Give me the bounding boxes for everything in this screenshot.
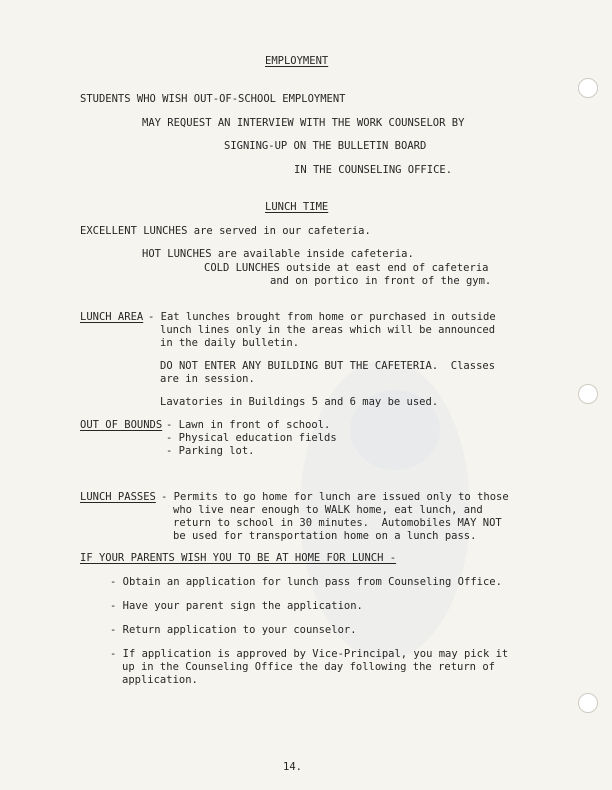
lunch-passes-text-4: be used for transportation home on a lunch pass. <box>173 530 477 542</box>
out-of-bounds-item-3: - Parking lot. <box>166 445 255 457</box>
parents-step-4-line-2: up in the Counseling Office the day following the return of <box>122 661 495 673</box>
parents-step-3: - Return application to your counselor. <box>110 624 357 636</box>
lunch-area-lavatories: Lavatories in Buildings 5 and 6 may be used. <box>160 396 439 408</box>
employment-line-3: SIGNING-UP ON THE BULLETIN BOARD <box>224 140 427 152</box>
parents-step-1: - Obtain an application for lunch pass from Counseling Office. <box>110 576 502 588</box>
lunch-time-heading: LUNCH TIME <box>265 201 329 213</box>
lunch-area-label: LUNCH AREA <box>80 311 144 323</box>
lunch-time-line-3: COLD LUNCHES outside at east end of cafeteria <box>204 262 489 274</box>
lunch-area-text-3: in the daily bulletin. <box>160 337 300 349</box>
parents-heading: IF YOUR PARENTS WISH YOU TO BE AT HOME FOR LUNCH - <box>80 552 397 564</box>
lunch-passes-text-2: who live near enough to WALK home, eat lunch, and <box>173 504 483 516</box>
lunch-area-text-2: lunch lines only in the areas which will be announced <box>160 324 496 336</box>
lunch-passes-text-3: return to school in 30 minutes. Automobiles MAY NOT <box>173 517 502 529</box>
lunch-time-line-2: HOT LUNCHES are available inside cafeteria. <box>142 248 414 260</box>
lunch-passes-label: LUNCH PASSES <box>80 491 156 503</box>
employment-line-2: MAY REQUEST AN INTERVIEW WITH THE WORK COUNSELOR BY <box>142 117 465 129</box>
page-number: 14. <box>283 761 302 773</box>
employment-line-4: IN THE COUNSELING OFFICE. <box>294 164 453 176</box>
binder-hole-middle <box>578 384 598 404</box>
out-of-bounds-item-2: - Physical education fields <box>166 432 337 444</box>
parents-step-4-line-1: - If application is approved by Vice-Principal, you may pick it <box>110 648 509 660</box>
out-of-bounds-label: OUT OF BOUNDS <box>80 419 163 431</box>
lunch-area-notice-1: DO NOT ENTER ANY BUILDING BUT THE CAFETERIA. Classes <box>160 360 496 372</box>
employment-line-1: STUDENTS WHO WISH OUT-OF-SCHOOL EMPLOYMENT <box>80 93 346 105</box>
parents-step-4-line-3: application. <box>122 674 198 686</box>
lunch-time-line-4: and on portico in front of the gym. <box>270 275 492 287</box>
binder-hole-bottom <box>578 693 598 713</box>
parents-step-2: - Have your parent sign the application. <box>110 600 363 612</box>
out-of-bounds-item-1: - Lawn in front of school. <box>166 419 331 431</box>
employment-title: EMPLOYMENT <box>265 55 329 67</box>
binder-hole-top <box>578 78 598 98</box>
lunch-area-text-1: - Eat lunches brought from home or purchased in outside <box>148 311 496 323</box>
lunch-passes-text-1: - Permits to go home for lunch are issued only to those <box>161 491 509 503</box>
lunch-time-line-1: EXCELLENT LUNCHES are served in our cafeteria. <box>80 225 371 237</box>
lunch-area-notice-2: are in session. <box>160 373 255 385</box>
